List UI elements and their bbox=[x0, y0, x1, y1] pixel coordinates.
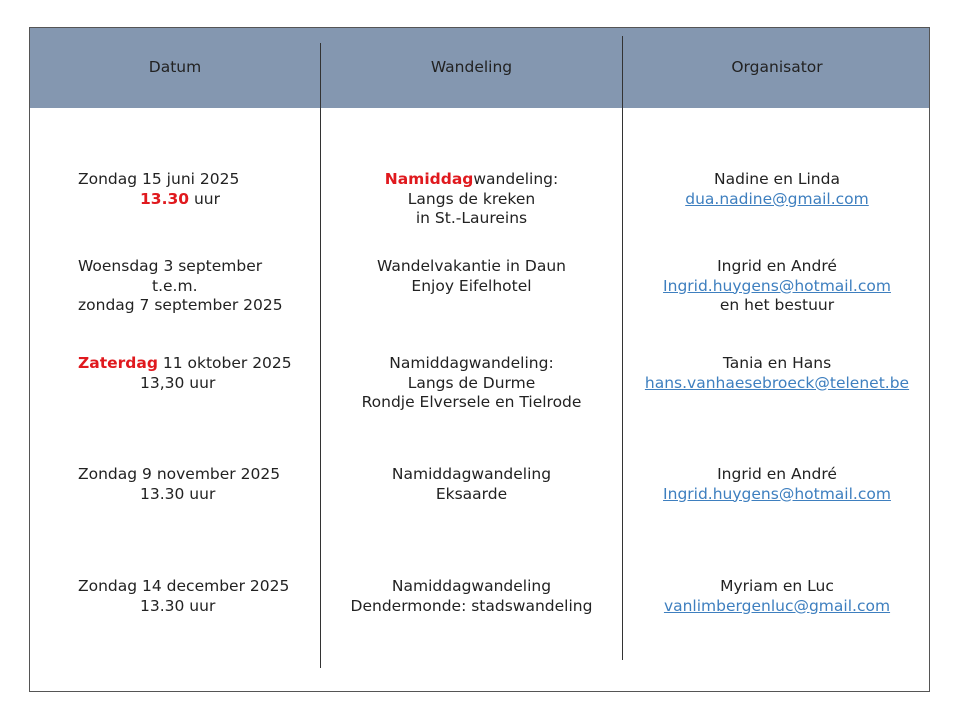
date-cell bbox=[30, 465, 320, 504]
organizer-extra: en het bestuur bbox=[719, 296, 835, 315]
email-link[interactable]: Ingrid.huygens@hotmail.com bbox=[663, 484, 891, 503]
organizer-cell bbox=[623, 577, 931, 616]
walk-title: Wandelvakantie in Daun bbox=[376, 257, 567, 275]
organizer-cell bbox=[623, 354, 931, 393]
email-link[interactable]: hans.vanhaesebroeck@telenet.be bbox=[644, 373, 910, 392]
header-date: Datum bbox=[148, 58, 202, 76]
date-line: Woensdag 3 september bbox=[78, 257, 263, 275]
column-divider bbox=[622, 36, 623, 660]
walk-cell bbox=[321, 170, 622, 229]
organizer-names: Ingrid en André bbox=[717, 465, 837, 483]
time-highlight: 13.30 bbox=[140, 189, 190, 208]
date-line: Zondag 9 november 2025 bbox=[78, 465, 281, 483]
date-line: zondag 7 september 2025 bbox=[78, 296, 283, 315]
walk-line: Eksaarde bbox=[435, 484, 508, 503]
walk-line: Dendermonde: stadswandeling bbox=[350, 596, 593, 615]
organizer-cell bbox=[623, 170, 931, 209]
header-organizer: Organisator bbox=[731, 58, 823, 76]
date-line: Zondag 14 december 2025 bbox=[78, 577, 290, 595]
walk-cell bbox=[321, 354, 622, 413]
organizer-names: Ingrid en André bbox=[717, 257, 837, 275]
date-cell bbox=[30, 257, 320, 316]
time-line: 13,30 uur bbox=[140, 373, 216, 392]
organizer-names: Tania en Hans bbox=[722, 354, 832, 372]
walk-title: Namiddagwandeling: bbox=[384, 170, 559, 188]
organizer-cell bbox=[623, 257, 931, 316]
date-line: Zaterdag 11 oktober 2025 bbox=[78, 354, 292, 372]
walk-cell bbox=[321, 465, 622, 504]
weekday-highlight: Zaterdag bbox=[78, 354, 158, 372]
walk-line: Rondje Elversele en Tielrode bbox=[361, 393, 582, 412]
email-link[interactable]: dua.nadine@gmail.com bbox=[685, 189, 869, 208]
walk-cell bbox=[321, 577, 622, 616]
walk-cell bbox=[321, 257, 622, 296]
email-link[interactable]: vanlimbergenluc@gmail.com bbox=[663, 596, 891, 615]
organizer-names: Myriam en Luc bbox=[720, 577, 834, 595]
date-line: Zondag 15 juni 2025 bbox=[78, 170, 240, 188]
walk-title: Namiddagwandeling bbox=[391, 465, 552, 483]
date-cell bbox=[30, 170, 320, 209]
table-header bbox=[30, 28, 929, 108]
date-line: t.e.m. bbox=[152, 276, 198, 295]
date-cell bbox=[30, 354, 320, 393]
date-cell bbox=[30, 577, 320, 616]
organizer-cell bbox=[623, 465, 931, 504]
schedule-table bbox=[29, 27, 930, 692]
walk-line: Langs de kreken bbox=[407, 189, 536, 208]
walk-line: in St.-Laureins bbox=[415, 209, 528, 228]
email-link[interactable]: Ingrid.huygens@hotmail.com bbox=[663, 276, 891, 295]
walk-title: Namiddagwandeling: bbox=[389, 354, 554, 372]
time-line: 13.30 uur bbox=[140, 189, 220, 208]
time-line: 13.30 uur bbox=[140, 484, 216, 503]
organizer-names: Nadine en Linda bbox=[714, 170, 840, 188]
walk-line: Enjoy Eifelhotel bbox=[411, 276, 532, 295]
walk-title: Namiddagwandeling bbox=[391, 577, 552, 595]
header-walk: Wandeling bbox=[430, 58, 513, 76]
walk-line: Langs de Durme bbox=[407, 373, 536, 392]
walk-highlight: Namiddag bbox=[384, 170, 474, 188]
time-line: 13.30 uur bbox=[140, 596, 216, 615]
